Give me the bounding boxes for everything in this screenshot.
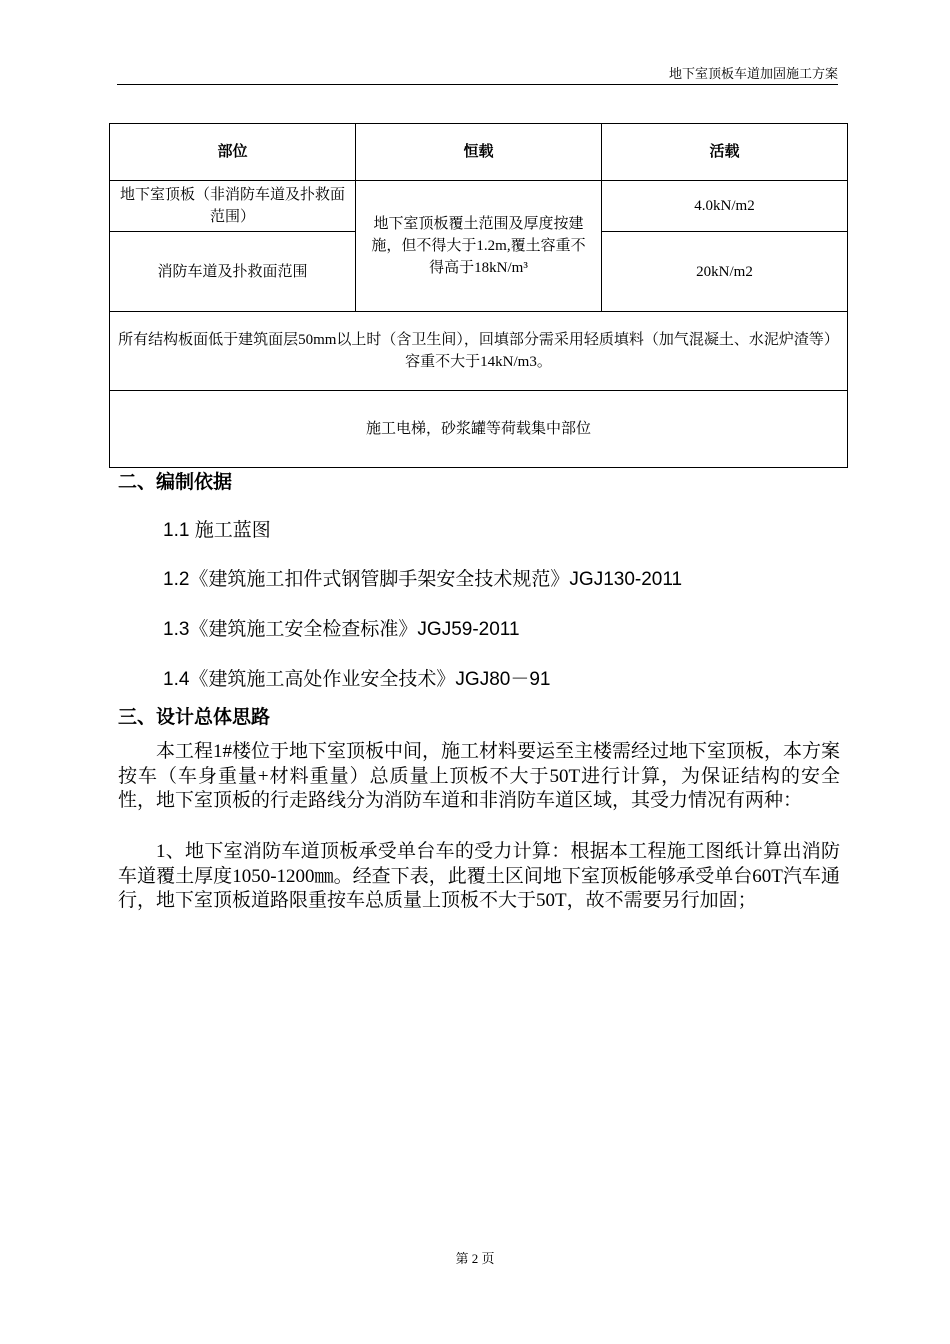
live-load-cell: 4.0kN/m2 [602,181,848,232]
table-row [110,181,848,232]
body-paragraph: 1、地下室消防车道顶板承受单台车的受力计算：根据本工程施工图纸计算出消防车道覆土厚度1050-1200㎜。经查下表，此覆土区间地下室顶板能够承受单台60T汽车通行，地下室顶板道路限重按车总质量上顶板不大于50T，故不需要另行加固； [118,841,840,911]
dead-load-cell: 地下室顶板覆土范围及厚度按建施，但不得大于1.2m,覆土容重不得高于18kN/m³ [356,181,602,312]
page-number: 第 2 页 [455,1251,495,1266]
header-live-load: 活载 [602,124,848,181]
reference-item: 1.1 施工蓝图 [163,520,271,541]
live-load-cell: 20kN/m2 [602,232,848,312]
reference-item: 1.3《建筑施工安全检查标准》JGJ59-2011 [163,619,520,640]
running-header [117,66,838,85]
area-cell: 地下室顶板（非消防车道及扑救面范围） [110,181,356,232]
header-dead-load: 恒载 [356,124,602,181]
table-note-row [110,391,848,468]
document-title: 地下室顶板车道加固施工方案 [668,66,838,81]
load-table [109,123,848,468]
reference-item: 1.2《建筑施工扣件式钢管脚手架安全技术规范》JGJ130-2011 [163,569,683,590]
backfill-note: 所有结构板面低于建筑面层50mm以上时（含卫生间），回填部分需采用轻质填料（加气混凝土、水泥炉渣等）容重不大于14kN/m3。 [110,312,848,391]
reference-item: 1.4《建筑施工高处作业安全技术》JGJ80－91 [163,669,551,690]
header-area: 部位 [110,124,356,181]
section-2-title: 二、编制依据 [118,472,233,493]
table-header-row [110,124,848,181]
section-3-title: 三、设计总体思路 [118,707,271,728]
area-cell: 消防车道及扑救面范围 [110,232,356,312]
concentrated-load-note: 施工电梯，砂浆罐等荷载集中部位 [110,391,848,468]
table-note-row [110,312,848,391]
body-paragraph: 本工程1#楼位于地下室顶板中间，施工材料要运至主楼需经过地下室顶板，本方案按车（车身重量+材料重量）总质量上顶板不大于50T进行计算，为保证结构的安全性，地下室顶板的行走路线分为消防车道和非消防车道区域，其受力情况有两种： [118,741,841,811]
